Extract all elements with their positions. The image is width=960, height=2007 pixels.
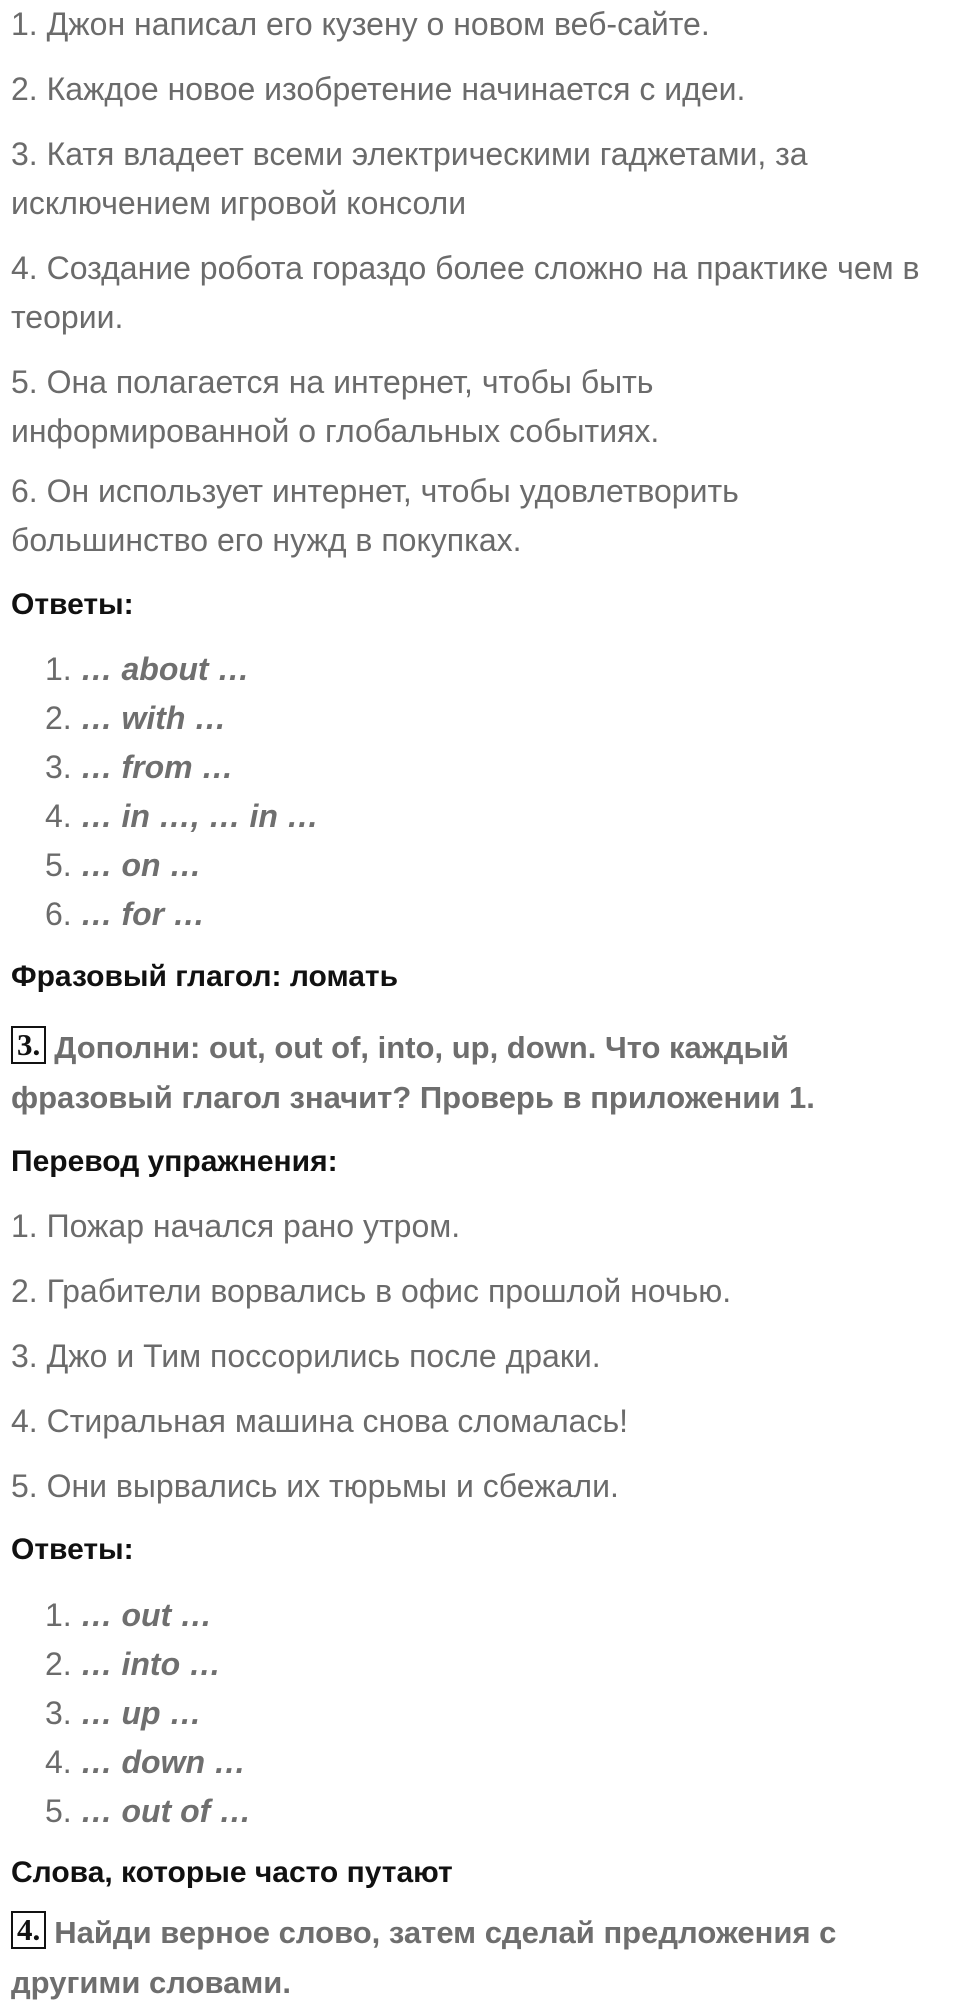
task-4-text-1: Найди верное слово, затем сделай предложения с bbox=[54, 1915, 837, 1950]
answer-text: … for … bbox=[80, 896, 206, 932]
translation-sentence-2: 2. Грабители ворвались в офис прошлой ночью. bbox=[11, 1273, 732, 1309]
answer-text: … on … bbox=[80, 847, 202, 883]
sentence-5-line-2: информированной о глобальных событиях. bbox=[11, 413, 660, 449]
task-number-badge: 4. bbox=[11, 1911, 46, 1949]
answer-text: … into … bbox=[80, 1646, 221, 1682]
task-3-text-1: Дополни: out, out of, into, up, down. Что каждый bbox=[54, 1030, 789, 1065]
task-4-line-1 bbox=[11, 1908, 836, 1957]
answer-text: … from … bbox=[80, 749, 234, 785]
translation-sentence-4: 4. Стиральная машина снова сломалась! bbox=[11, 1403, 628, 1439]
translation-sentence-3: 3. Джо и Тим поссорились после драки. bbox=[11, 1338, 601, 1374]
list-item: 5. … on … bbox=[45, 847, 202, 883]
task-number-badge: 3. bbox=[11, 1026, 46, 1064]
answer-text: … out … bbox=[80, 1597, 213, 1633]
sentence-2: 2. Каждое новое изобретение начинается с идеи. bbox=[11, 71, 746, 107]
task-3-line-2 bbox=[11, 1073, 815, 1122]
sentence-4-line-2: теории. bbox=[11, 299, 124, 335]
answer-text: … with … bbox=[80, 700, 227, 736]
list-item: 2. … with … bbox=[45, 700, 227, 736]
answers-heading-2: Ответы: bbox=[11, 1533, 134, 1566]
answer-text: … down … bbox=[80, 1744, 246, 1780]
list-item: 1. … out … bbox=[45, 1597, 213, 1633]
list-item: 5. … out of … bbox=[45, 1793, 252, 1829]
sentence-6-line-2: большинство его нужд в покупках. bbox=[11, 522, 522, 558]
task-3-line-1 bbox=[11, 1023, 789, 1072]
section-heading-phrasal-verb: Фразовый глагол: ломать bbox=[11, 960, 399, 993]
translation-sentence-1: 1. Пожар начался рано утром. bbox=[11, 1208, 461, 1244]
answers-heading: Ответы: bbox=[11, 588, 134, 621]
task-4-text-2: другими словами. bbox=[11, 1965, 291, 2000]
answer-text: … out of … bbox=[80, 1793, 252, 1829]
sentence-4-line-1: 4. Создание робота гораздо более сложно на практике чем в bbox=[11, 250, 920, 286]
list-item: 6. … for … bbox=[45, 896, 206, 932]
sentence-3-line-1: 3. Катя владеет всеми электрическими гаджетами, за bbox=[11, 136, 808, 172]
sentence-5-line-1: 5. Она полагается на интернет, чтобы быть bbox=[11, 364, 654, 400]
answers-list bbox=[45, 645, 319, 939]
section-heading-confused-words: Слова, которые часто путают bbox=[11, 1856, 453, 1889]
list-item: 4. … in …, … in … bbox=[45, 798, 319, 834]
sentence-6-line-1: 6. Он использует интернет, чтобы удовлетворить bbox=[11, 473, 739, 509]
translation-sentence-5: 5. Они вырвались их тюрьмы и сбежали. bbox=[11, 1468, 619, 1504]
answer-text: … about … bbox=[80, 651, 250, 687]
answer-text: … up … bbox=[80, 1695, 202, 1731]
list-item: 4. … down … bbox=[45, 1744, 246, 1780]
answer-text: … in …, … in … bbox=[80, 798, 319, 834]
sentence-1: 1. Джон написал его кузену о новом веб-сайте. bbox=[11, 6, 710, 42]
list-item: 2. … into … bbox=[45, 1646, 221, 1682]
answers-list-2 bbox=[45, 1591, 251, 1836]
list-item: 3. … up … bbox=[45, 1695, 202, 1731]
section-heading-translation: Перевод упражнения: bbox=[11, 1145, 338, 1178]
list-item: 3. … from … bbox=[45, 749, 234, 785]
sentence-3-line-2: исключением игровой консоли bbox=[11, 185, 467, 221]
list-item: 1. … about … bbox=[45, 651, 250, 687]
task-3-text-2: фразовый глагол значит? Проверь в приложении 1. bbox=[11, 1080, 815, 1115]
